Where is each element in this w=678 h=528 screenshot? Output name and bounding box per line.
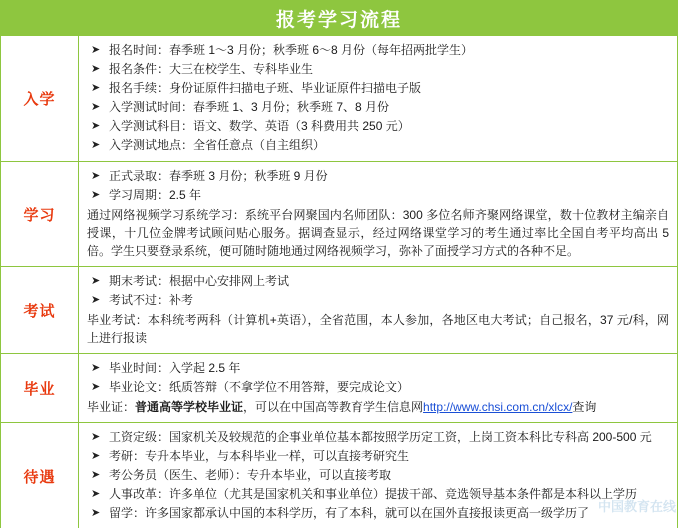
list-item <box>87 359 669 378</box>
graduation-certificate-line <box>87 397 669 416</box>
arrow-icon: ➤ <box>91 381 101 393</box>
table-row <box>1 267 677 354</box>
paragraph-text: 毕业考试：本科统考两科（计算机+英语），全省范围，本人参加，各地区电大考试；自己报名，37 元/科，网上进行报读 <box>87 313 669 345</box>
page-title: 报考学习流程 <box>0 0 678 36</box>
list-item <box>87 447 669 466</box>
arrow-icon: ➤ <box>91 63 101 75</box>
arrow-icon: ➤ <box>91 189 101 201</box>
list-item-text: 入学测试地点：全省任意点（自主组织） <box>109 138 326 152</box>
list-item <box>87 378 669 397</box>
list-item <box>87 186 669 205</box>
watermark-text: 中国教育在线 <box>597 499 676 514</box>
table-row <box>1 423 677 528</box>
list-item-text: 考研：专升本毕业，与本科毕业一样，可以直接考研究生 <box>109 449 410 463</box>
list-item-text: 考试不过：补考 <box>109 293 194 307</box>
arrow-icon: ➤ <box>91 362 101 374</box>
list-item <box>87 167 669 186</box>
row-content <box>79 267 677 353</box>
arrow-icon: ➤ <box>91 120 101 132</box>
bold-text: 普通高等学校毕业证 <box>135 400 244 414</box>
list-item-text: 报名时间：春季班 1～3 月份；秋季班 6～8 月份（每年招两批学生） <box>109 43 474 57</box>
table-row <box>1 354 677 423</box>
arrow-icon: ➤ <box>91 44 101 56</box>
row-content <box>79 354 677 422</box>
arrow-icon: ➤ <box>91 275 101 287</box>
arrow-icon: ➤ <box>91 101 101 113</box>
list-item <box>87 272 669 291</box>
list-item <box>87 136 669 155</box>
list-item <box>87 117 669 136</box>
list-item-text: 期末考试：根据中心安排网上考试 <box>109 274 290 288</box>
list-item <box>87 466 669 485</box>
list-item-text: 人事改革：许多单位（尤其是国家机关和事业单位）提拔干部、竞选领导基本条件都是本科以上学历 <box>109 487 638 501</box>
arrow-icon: ➤ <box>91 450 101 462</box>
prefix-text: 毕业证： <box>87 400 136 414</box>
list-item <box>87 485 669 504</box>
list-item-text: 留学：许多国家都承认中国的本科学历，有了本科，就可以在国外直接报读更高一级学历了 <box>109 506 590 520</box>
row-content <box>79 36 677 161</box>
list-item-text: 入学测试时间：春季班 1、3 月份；秋季班 7、8 月份 <box>109 100 390 114</box>
list-item <box>87 41 669 60</box>
mid-text: ，可以在中国高等教育学生信息网 <box>243 400 424 414</box>
arrow-icon: ➤ <box>91 294 101 306</box>
category-label: 学习 <box>1 162 79 266</box>
table-row <box>1 36 677 162</box>
list-item <box>87 291 669 310</box>
list-item-text: 工资定级：国家机关及较规范的企事业单位基本都按照学历定工资，上岗工资本科比专科高 200-500 元 <box>109 430 652 444</box>
row-content <box>79 162 677 266</box>
list-item-text: 毕业论文：纸质答辩（不拿学位不用答辩，要完成论文） <box>109 380 410 394</box>
list-item <box>87 98 669 117</box>
arrow-icon: ➤ <box>91 431 101 443</box>
suffix-text: 查询 <box>572 400 597 414</box>
list-item-text: 报名条件：大三在校学生、专科毕业生 <box>109 62 314 76</box>
list-item-text: 入学测试科目：语文、数学、英语（3 科费用共 250 元） <box>109 119 410 133</box>
arrow-icon: ➤ <box>91 82 101 94</box>
category-label: 考试 <box>1 267 79 353</box>
list-item-text: 考公务员（医生、老师）：专升本毕业，可以直接考取 <box>109 468 392 482</box>
arrow-icon: ➤ <box>91 469 101 481</box>
list-item <box>87 60 669 79</box>
arrow-icon: ➤ <box>91 507 101 519</box>
row-content <box>79 423 677 528</box>
arrow-icon: ➤ <box>91 170 101 182</box>
list-item <box>87 504 669 523</box>
list-item-text: 学习周期：2.5 年 <box>109 188 202 202</box>
list-item-text: 正式录取：春季班 3 月份；秋季班 9 月份 <box>109 169 328 183</box>
category-label: 入学 <box>1 36 79 161</box>
category-label: 毕业 <box>1 354 79 422</box>
list-item-text: 报名手续：身份证原件扫描电子班、毕业证原件扫描电子版 <box>109 81 422 95</box>
arrow-icon: ➤ <box>91 488 101 500</box>
list-item <box>87 79 669 98</box>
process-table <box>0 36 678 528</box>
list-item-text: 毕业时间：入学起 2.5 年 <box>109 361 241 375</box>
arrow-icon: ➤ <box>91 139 101 151</box>
watermark-logo <box>590 496 676 514</box>
chsi-link[interactable]: http://www.chsi.com.cn/xlcx/ <box>423 400 573 414</box>
category-label: 待遇 <box>1 423 79 528</box>
paragraph-text: 通过网络视频学习系统学习：系统平台网聚国内名师团队：300 多位名师齐聚网络课堂，数十位教材主编亲自授课，十几位金牌考试顾问贴心服务。据调查显示，经过网络课堂学习的考生通过率比全国自考平均高出 5 倍。学生只要登录系统，便可随时随地通过网络视频学习，弥补了面授学习方式的各种不足。 <box>87 208 669 258</box>
list-item <box>87 428 669 447</box>
table-row <box>1 162 677 267</box>
